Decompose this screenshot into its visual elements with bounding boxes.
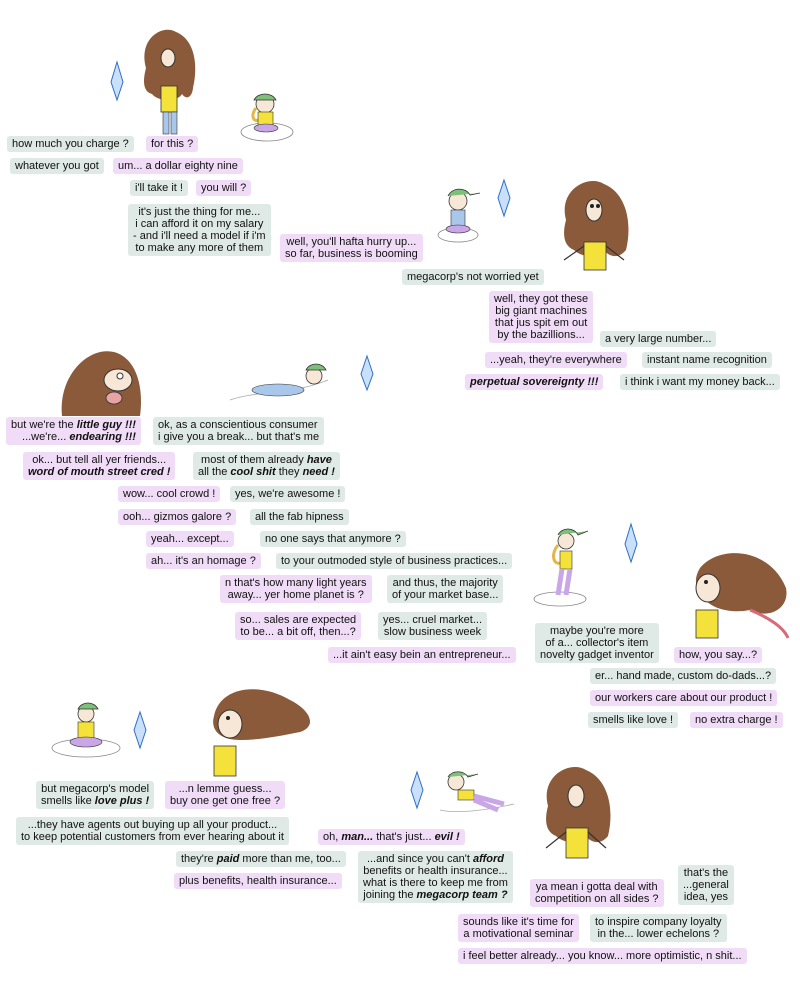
speech-bubble: yes, we're awesome ! xyxy=(230,486,345,502)
speech-bubble xyxy=(280,234,423,262)
speech-bubble: smells like love ! xyxy=(588,712,678,728)
bubble-line: ...and since you can't afford xyxy=(366,853,504,865)
speech-bubble: how much you charge ? xyxy=(7,136,134,152)
bubble-line: ok... but tell all yer friends... xyxy=(32,454,167,466)
speech-bubble xyxy=(678,865,734,905)
bubble-line: n that's how many light years xyxy=(225,577,367,589)
bubble-line: slow business week xyxy=(383,626,482,638)
speech-bubble: ooh... gizmos galore ? xyxy=(118,509,236,525)
speech-bubble: er... hand made, custom do-dads...? xyxy=(590,668,776,684)
speech-bubble xyxy=(193,452,340,480)
bubble-line: ...n lemme guess... xyxy=(178,783,272,795)
bubble-line: benefits or health insurance... xyxy=(363,865,508,877)
speech-bubble xyxy=(235,612,361,640)
speech-bubble: they're paid more than me, too... xyxy=(176,851,346,867)
speech-bubble: ah... it's an homage ? xyxy=(146,553,261,569)
bubble-line: ...we're... endearing !!! xyxy=(22,431,136,443)
bubble-line: to be... a bit off, then...? xyxy=(240,626,356,638)
speech-bubble: um... a dollar eighty nine xyxy=(113,158,243,174)
bubble-line: buy one get one free ? xyxy=(170,795,281,807)
flying-capped-character xyxy=(228,360,338,415)
bubble-line: sounds like it's time for xyxy=(463,916,574,928)
bubble-line: most of them already have xyxy=(201,454,332,466)
crystal-icon xyxy=(410,772,424,815)
bubble-line: ...they have agents out buying up all your product... xyxy=(27,819,278,831)
speech-bubble: i feel better already... you know... more optimistic, n shit... xyxy=(458,948,747,964)
crystal-icon xyxy=(624,524,638,569)
speech-bubble: i'll take it ! xyxy=(130,180,188,196)
bubble-line: idea, yes xyxy=(683,891,728,903)
tall-hairy-character xyxy=(200,686,320,787)
bubble-line: ok, as a conscientious consumer xyxy=(158,419,318,431)
speech-bubble: plus benefits, health insurance... xyxy=(174,873,342,889)
bubble-line: joining the megacorp team ? xyxy=(363,889,508,901)
bubble-line: i give you a break... but that's me xyxy=(158,431,320,443)
bubble-line: novelty gadget inventor xyxy=(540,649,654,661)
bubble-line: all the cool shit they need ! xyxy=(198,466,335,478)
speech-bubble xyxy=(220,575,372,603)
speech-bubble xyxy=(590,914,727,942)
bubble-line: maybe you're more xyxy=(549,625,644,637)
floating-capped-character xyxy=(50,700,120,765)
tall-hairy-character xyxy=(58,346,148,421)
speech-bubble: for this ? xyxy=(146,136,198,152)
bubble-line: but megacorp's model xyxy=(41,783,150,795)
crystal-icon xyxy=(360,356,374,397)
bubble-line: that's the xyxy=(683,867,729,879)
floating-capped-character xyxy=(530,525,590,615)
bubble-line: that jus spit em out xyxy=(494,317,588,329)
bubble-line: so... sales are expected xyxy=(240,614,357,626)
speech-bubble xyxy=(530,879,664,907)
bubble-line: well, they got these xyxy=(494,293,589,305)
speech-bubble: no one says that anymore ? xyxy=(260,531,406,547)
speech-bubble xyxy=(128,204,271,256)
bubble-line: by the bazillions... xyxy=(497,329,585,341)
speech-bubble: ...it ain't easy bein an entrepreneur... xyxy=(328,647,516,663)
speech-bubble: i think i want my money back... xyxy=(620,374,780,390)
bubble-line: ya mean i gotta deal with xyxy=(535,881,658,893)
speech-bubble xyxy=(153,417,324,445)
bubble-line: to make any more of them xyxy=(135,242,264,254)
speech-bubble: ...yeah, they're everywhere xyxy=(485,352,627,368)
bubble-line: away... yer home planet is ? xyxy=(227,589,364,601)
bubble-line: to inspire company loyalty xyxy=(595,916,722,928)
speech-bubble xyxy=(535,623,659,663)
tall-hairy-character xyxy=(558,180,638,295)
speech-bubble xyxy=(378,612,487,640)
speech-bubble xyxy=(6,417,141,445)
speech-bubble: how, you say...? xyxy=(674,647,762,663)
crystal-icon xyxy=(110,62,124,107)
speech-bubble xyxy=(358,851,513,903)
speech-bubble: all the fab hipness xyxy=(250,509,349,525)
speech-bubble: to your outmoded style of business practices... xyxy=(276,553,512,569)
bubble-line: ...general xyxy=(683,879,729,891)
speech-bubble xyxy=(23,452,175,480)
speech-bubble: no extra charge ! xyxy=(690,712,783,728)
bubble-line: - and i'll need a model if i'm xyxy=(133,230,266,242)
bubble-line: a motivational seminar xyxy=(463,928,574,940)
bubble-line: competition on all sides ? xyxy=(535,893,659,905)
bubble-line: what is there to keep me from xyxy=(363,877,508,889)
bubble-line: and thus, the majority xyxy=(392,577,498,589)
speech-bubble: whatever you got xyxy=(10,158,104,174)
speech-bubble xyxy=(36,781,154,809)
tall-hairy-character xyxy=(138,28,198,143)
bubble-line: in the... lower echelons ? xyxy=(597,928,720,940)
bubble-line: word of mouth street cred ! xyxy=(28,466,171,478)
speech-bubble xyxy=(387,575,503,603)
speech-bubble: a very large number... xyxy=(600,331,716,347)
bubble-line: to keep potential customers from ever hearing about it xyxy=(21,831,284,843)
speech-bubble: oh, man... that's just... evil ! xyxy=(318,829,465,845)
bubble-line: well, you'll hafta hurry up... xyxy=(286,236,417,248)
speech-bubble: our workers care about our product ! xyxy=(590,690,777,706)
speech-bubble xyxy=(16,817,289,845)
small-capped-character xyxy=(240,90,295,150)
speech-bubble: you will ? xyxy=(196,180,251,196)
speech-bubble: perpetual sovereignty !!! xyxy=(465,374,603,390)
bubble-line: so far, business is booming xyxy=(285,248,418,260)
speech-bubble xyxy=(165,781,285,809)
crystal-icon xyxy=(133,712,147,755)
speech-bubble xyxy=(458,914,579,942)
crystal-icon xyxy=(497,180,511,223)
speech-bubble: yeah... except... xyxy=(146,531,234,547)
bubble-line: smells like love plus ! xyxy=(41,795,150,807)
flying-capped-character xyxy=(438,770,518,825)
bubble-line: big giant machines xyxy=(495,305,587,317)
tall-hairy-character xyxy=(540,766,620,881)
speech-bubble xyxy=(489,291,593,343)
bubble-line: i can afford it on my salary xyxy=(135,218,264,230)
speech-bubble: megacorp's not worried yet xyxy=(402,269,544,285)
bubble-line: of a... collector's item xyxy=(545,637,649,649)
speech-bubble: wow... cool crowd ! xyxy=(118,486,220,502)
small-capped-character xyxy=(436,185,481,250)
bubble-line: yes... cruel market... xyxy=(383,614,483,626)
speech-bubble: instant name recognition xyxy=(642,352,772,368)
bubble-line: but we're the little guy !!! xyxy=(11,419,136,431)
tall-hairy-character xyxy=(680,548,790,653)
bubble-line: of your market base... xyxy=(392,589,499,601)
bubble-line: it's just the thing for me... xyxy=(138,206,261,218)
